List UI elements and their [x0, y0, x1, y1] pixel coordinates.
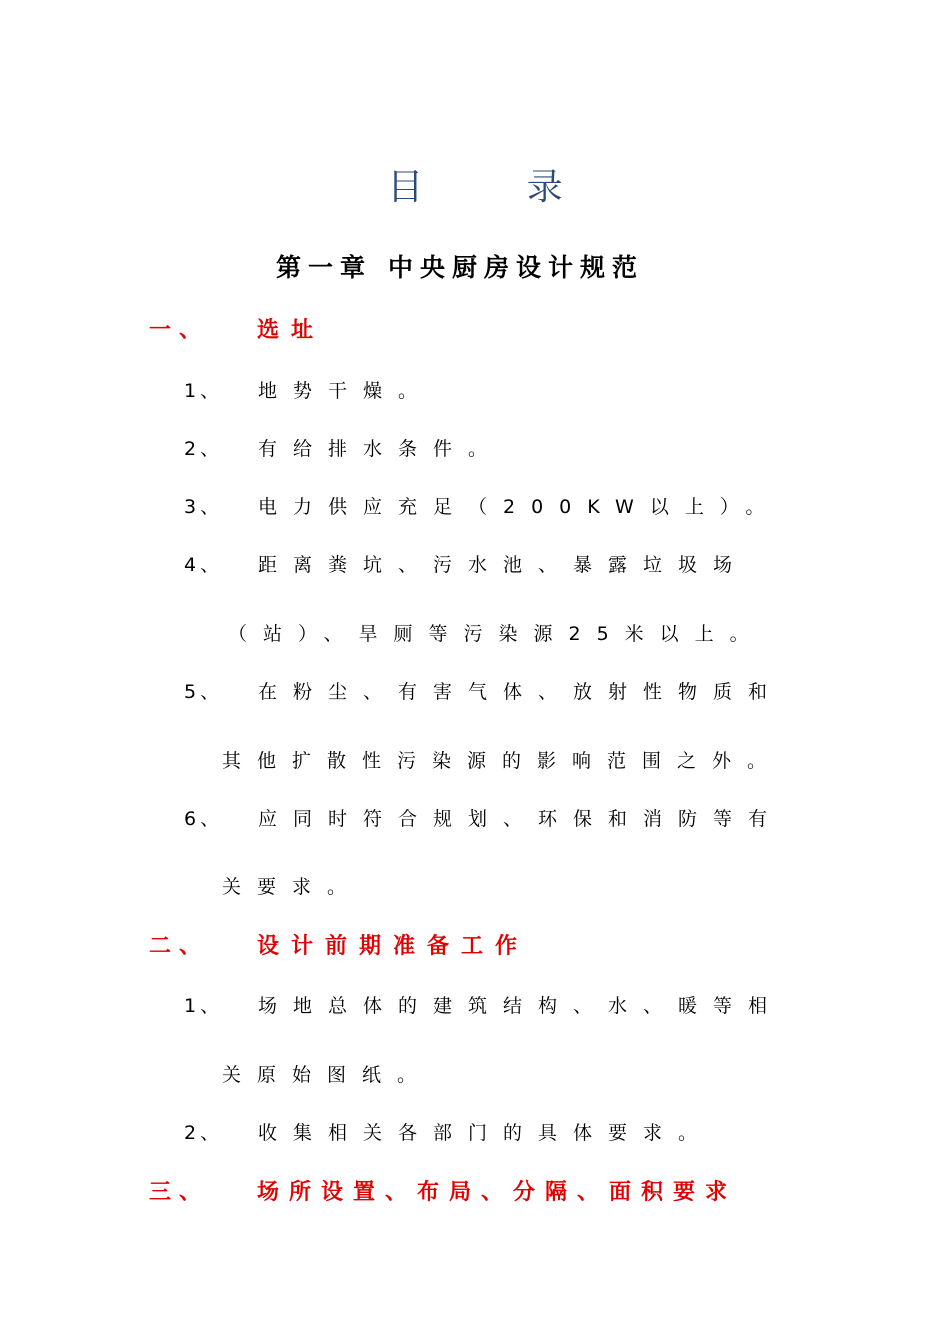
list-item — [184, 805, 783, 833]
item-text: 收集相关各部门的具体要求。 — [258, 1122, 714, 1144]
list-item — [184, 435, 503, 463]
page-title: 目 录 — [387, 167, 609, 208]
item-continuation: （站）、旱厕等污染源25米以上。 — [228, 623, 765, 645]
item-text: 距离粪坑、污水池、暴露垃圾场 — [258, 554, 749, 576]
item-text: 场地总体的建筑结构、水、暖等相 — [258, 995, 784, 1017]
item-text: 在粉尘、有害气体、放射性物质和 — [258, 681, 784, 703]
item-text: 电力供应充足（200KW以上）。 — [258, 496, 781, 518]
chapter-title: 中央厨房设计规范 — [388, 253, 645, 282]
item-number: 2、 — [184, 438, 224, 460]
item-number: 5、 — [184, 681, 224, 703]
section-heading-1 — [149, 315, 325, 347]
list-item — [184, 1119, 713, 1147]
list-item — [184, 992, 783, 1020]
list-item — [184, 493, 780, 521]
list-item — [184, 551, 748, 579]
chapter-heading — [276, 250, 644, 286]
item-number: 4、 — [184, 554, 224, 576]
item-continuation: 其他扩散性污染源的影响范围之外。 — [222, 750, 783, 772]
item-number: 3、 — [184, 496, 224, 518]
item-number: 2、 — [184, 1122, 224, 1144]
item-number: 1、 — [184, 380, 224, 402]
section-title: 设计前期准备工作 — [257, 934, 530, 959]
list-item — [184, 377, 433, 405]
section-number: 二、 — [149, 934, 210, 959]
item-text: 地势干燥。 — [258, 380, 434, 402]
item-text: 应同时符合规划、环保和消防等有 — [258, 808, 784, 830]
chapter-number: 第一章 — [276, 253, 373, 282]
list-item — [184, 678, 783, 706]
section-number: 三、 — [149, 1180, 210, 1205]
section-heading-2 — [149, 931, 529, 963]
section-title: 选址 — [257, 318, 326, 343]
item-continuation: 关要求。 — [222, 876, 363, 898]
section-title: 场所设置、布局、分隔、面积要求 — [257, 1180, 738, 1205]
item-number: 1、 — [184, 995, 224, 1017]
item-text: 有给排水条件。 — [258, 438, 504, 460]
item-continuation: 关原始图纸。 — [222, 1064, 433, 1086]
section-heading-3 — [149, 1177, 737, 1209]
section-number: 一、 — [149, 318, 210, 343]
item-number: 6、 — [184, 808, 224, 830]
